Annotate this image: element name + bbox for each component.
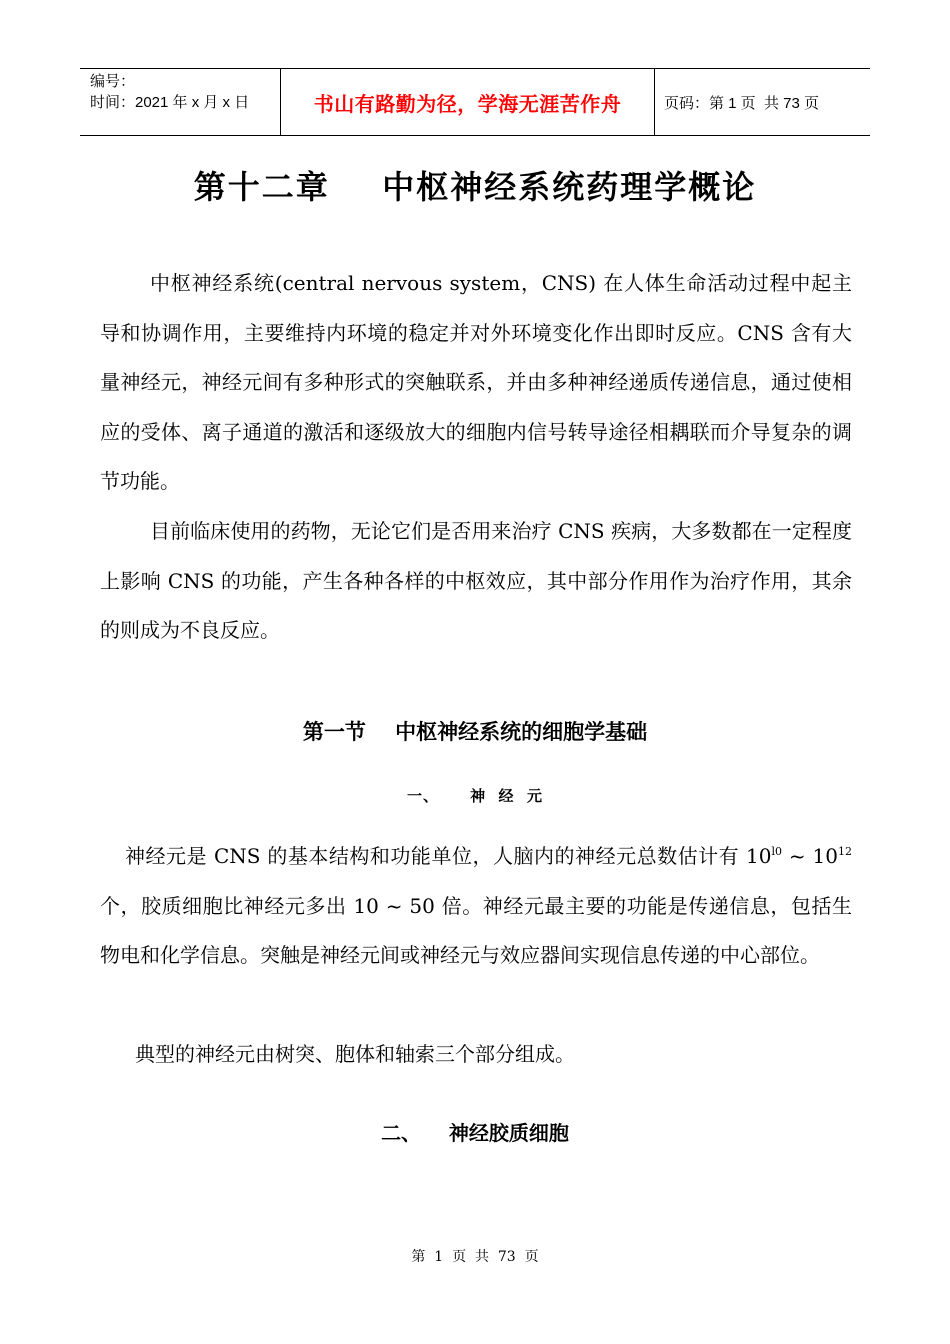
code-label: 编号： <box>90 73 136 90</box>
neuron-text-part1: 神经元是 CNS 的基本结构和功能单位，人脑内的神经元总数估计有 10 <box>125 844 772 868</box>
neuron-structure-paragraph: 典型的神经元由树突、胞体和轴索三个部分组成。 <box>135 1042 575 1066</box>
exponent-10: l0 <box>771 845 783 858</box>
chapter-title: 第十二章 中枢神经系统药理学概论 <box>193 168 757 206</box>
subheading-glia: 二、 神经胶质细胞 <box>381 1121 569 1145</box>
subheading-neuron: 一、 神 经 元 <box>406 787 543 805</box>
page-info-text: 页码：第 1 页 共 73 页 <box>664 94 820 112</box>
motto-text: 书山有路勤为径，学海无涯苦作舟 <box>313 91 622 116</box>
page-info-cell <box>655 69 870 135</box>
header-meta-cell <box>80 69 281 135</box>
page-footer: 第 1 页 共 73 页 <box>411 1249 539 1265</box>
intro-paragraph: 中枢神经系统(central nervous system，CNS) 在人体生命活动过程中起主导和协调作用，主要维持内环境的稳定并对外环境变化作出即时反应。CNS 含有大量神经元，神经元间有多种形式的突触联系，并由多种神经递质传递信息，通过使相应的受体、离子通道的激活和逐级放大的细胞内信号转导途径相耦联而介导复杂的调节功能。 <box>100 271 852 494</box>
neuron-paragraph <box>100 832 852 981</box>
section-title: 第一节 中枢神经系统的细胞学基础 <box>302 720 648 744</box>
neuron-text-part3: 个，胶质细胞比神经元多出 10 ~ 50 倍。神经元最主要的功能是传递信息，包括生物电和化学信息。突触是神经元间或神经元与效应器间实现信息传递的中心部位。 <box>100 893 852 968</box>
neuron-text-part2: ~ 10 <box>782 844 839 868</box>
motto-cell <box>281 69 655 135</box>
document-header <box>80 68 870 136</box>
clinical-paragraph: 目前临床使用的药物，无论它们是否用来治疗 CNS 疾病，大多数都在一定程度上影响 CNS 的功能，产生各种各样的中枢效应，其中部分作用作为治疗作用，其余的则成为不良反应。 <box>100 519 852 643</box>
exponent-12: 12 <box>838 845 853 858</box>
time-label: 时间：2021 年 x 月 x 日 <box>90 94 250 111</box>
